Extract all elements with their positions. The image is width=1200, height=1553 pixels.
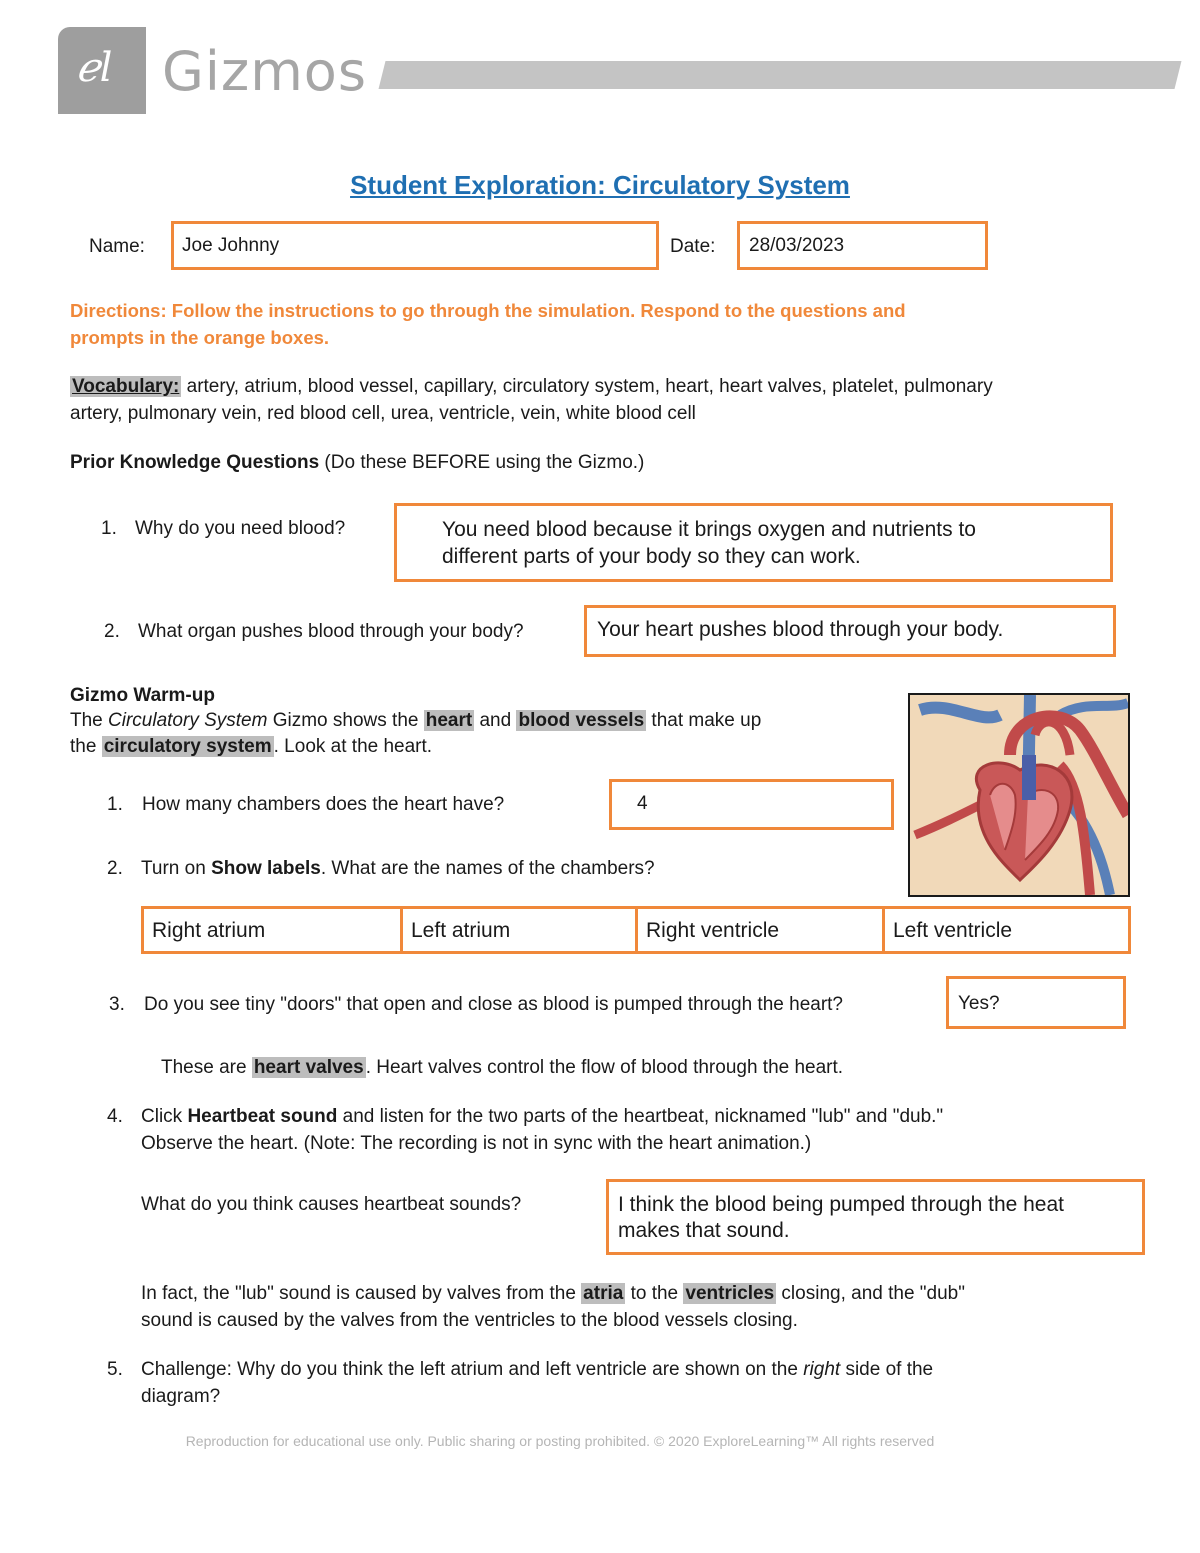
heart-illustration bbox=[908, 693, 1130, 897]
vocabulary-line-1 bbox=[70, 373, 993, 400]
intro-part: that make up bbox=[646, 710, 762, 731]
vocab-highlight-atria: atria bbox=[583, 1283, 624, 1304]
gizmos-logo-mark bbox=[58, 27, 146, 114]
warmup-q4-number: 4. bbox=[107, 1106, 123, 1127]
warmup-q2-text bbox=[141, 855, 655, 882]
fact-line-1 bbox=[141, 1280, 965, 1307]
vocab-highlight-ventricles: ventricles bbox=[685, 1283, 775, 1304]
fact-part: to the bbox=[625, 1283, 684, 1304]
warmup-q5-line-2: diagram? bbox=[141, 1386, 221, 1407]
vocab-highlight-heart-valves: heart valves bbox=[253, 1057, 364, 1078]
chamber-name: Right ventricle bbox=[646, 919, 780, 942]
chamber-cell-2[interactable] bbox=[400, 906, 638, 954]
q5-part: Challenge: Why do you think the left atrium and left ventricle are shown on the bbox=[141, 1359, 804, 1380]
heart-icon bbox=[910, 695, 1128, 895]
warmup-q3-answer: Yes? bbox=[958, 993, 1000, 1014]
date-value: 28/03/2023 bbox=[749, 235, 845, 256]
valves-explanation bbox=[161, 1054, 843, 1081]
vocabulary-label: Vocabulary: bbox=[72, 376, 180, 397]
chamber-name: Left ventricle bbox=[893, 919, 1013, 942]
vocab-highlight-blood-vessels: blood vessels bbox=[518, 710, 645, 731]
warmup-q3-text: Do you see tiny "doors" that open and close as blood is pumped through the heart? bbox=[144, 994, 844, 1015]
prior-note: (Do these BEFORE using the Gizmo.) bbox=[319, 452, 645, 473]
warmup-q4-line-2: Observe the heart. (Note: The recording is not in sync with the heart animation.) bbox=[141, 1133, 812, 1154]
intro-gizmo-name: Circulatory System bbox=[108, 710, 268, 731]
prior-q1-answer-1: You need blood because it brings oxygen and nutrients to bbox=[442, 518, 976, 541]
q2-part: . What are the names of the chambers? bbox=[320, 858, 655, 879]
chamber-cell-1[interactable] bbox=[141, 906, 403, 954]
vocabulary-text-1: artery, atrium, blood vessel, capillary, circulatory system, heart, heart valves, platelet, pulmonary bbox=[181, 376, 993, 397]
prior-q1-answer-2: different parts of your body so they can work. bbox=[442, 545, 861, 568]
vocab-highlight-heart: heart bbox=[425, 710, 473, 731]
name-label: Name: bbox=[89, 236, 145, 257]
show-labels-term: Show labels bbox=[211, 858, 321, 879]
warmup-q3-number: 3. bbox=[109, 994, 125, 1015]
warmup-q4-answer-2: makes that sound. bbox=[618, 1219, 790, 1242]
warmup-q4-subquestion: What do you think causes heartbeat sounds? bbox=[141, 1194, 522, 1215]
warmup-q1-answer-box[interactable] bbox=[609, 779, 894, 830]
name-value: Joe Johnny bbox=[182, 235, 280, 256]
logo-glyph: ℯl bbox=[76, 45, 113, 91]
prior-knowledge-heading bbox=[70, 449, 644, 476]
q5-italic: right bbox=[803, 1359, 841, 1380]
chamber-name: Left atrium bbox=[411, 919, 511, 942]
chamber-cell-3[interactable] bbox=[635, 906, 885, 954]
directions-line-1: Directions: Follow the instructions to go through the simulation. Respond to the questions and bbox=[70, 300, 906, 321]
warmup-intro-1 bbox=[70, 707, 761, 734]
warmup-q4-answer-1: I think the blood being pumped through the heat bbox=[618, 1193, 1065, 1216]
prior-q2-number: 2. bbox=[104, 621, 120, 642]
warmup-intro-2 bbox=[70, 733, 432, 760]
footer-copyright: Reproduction for educational use only. Public sharing or posting prohibited. © 2020 ExploreLearning™ All rights reserved bbox=[185, 1433, 935, 1449]
header-bar bbox=[379, 61, 1182, 89]
heartbeat-sound-term: Heartbeat sound bbox=[187, 1106, 338, 1127]
prior-q2-answer: Your heart pushes blood through your body. bbox=[597, 618, 1004, 641]
page-title: Student Exploration: Circulatory System bbox=[350, 170, 850, 200]
prior-q2-text: What organ pushes blood through your body? bbox=[138, 621, 524, 642]
prior-q1-text: Why do you need blood? bbox=[135, 518, 346, 539]
gizmos-logo-text: Gizmos bbox=[162, 40, 367, 103]
intro-part: and bbox=[474, 710, 517, 731]
valves-part: These are bbox=[161, 1057, 252, 1078]
fact-part: In fact, the "lub" sound is caused by valves from the bbox=[141, 1283, 582, 1304]
vocab-highlight-circulatory-system: circulatory system bbox=[103, 736, 272, 757]
warmup-q1-number: 1. bbox=[107, 794, 123, 815]
warmup-heading: Gizmo Warm-up bbox=[70, 685, 215, 706]
fact-part: closing, and the "dub" bbox=[776, 1283, 965, 1304]
warmup-q1-answer: 4 bbox=[637, 793, 648, 814]
prior-q1-number: 1. bbox=[101, 518, 117, 539]
intro-part: The bbox=[70, 710, 109, 731]
warmup-q5-number: 5. bbox=[107, 1359, 123, 1380]
vocabulary-line-2: artery, pulmonary vein, red blood cell, urea, ventricle, vein, white blood cell bbox=[70, 403, 696, 424]
intro-part: . Look at the heart. bbox=[273, 736, 433, 757]
q4-part: and listen for the two parts of the heartbeat, nicknamed "lub" and "dub." bbox=[337, 1106, 944, 1127]
warmup-q1-text: How many chambers does the heart have? bbox=[142, 794, 505, 815]
valves-part: . Heart valves control the flow of blood through the heart. bbox=[365, 1057, 844, 1078]
chamber-name: Right atrium bbox=[152, 919, 266, 942]
warmup-q4-line-1 bbox=[141, 1103, 943, 1130]
chamber-cell-4[interactable] bbox=[882, 906, 1131, 954]
directions-line-2: prompts in the orange boxes. bbox=[70, 327, 330, 348]
intro-part: the bbox=[70, 736, 102, 757]
intro-part: Gizmo shows the bbox=[267, 710, 424, 731]
q4-part: Click bbox=[141, 1106, 188, 1127]
warmup-q5-line-1 bbox=[141, 1356, 933, 1383]
q5-part: side of the bbox=[840, 1359, 934, 1380]
date-label: Date: bbox=[670, 236, 716, 257]
fact-line-2: sound is caused by the valves from the ventricles to the blood vessels closing. bbox=[141, 1310, 798, 1331]
prior-heading-text: Prior Knowledge Questions bbox=[70, 452, 320, 473]
warmup-q2-number: 2. bbox=[107, 858, 123, 879]
q2-part: Turn on bbox=[141, 858, 212, 879]
